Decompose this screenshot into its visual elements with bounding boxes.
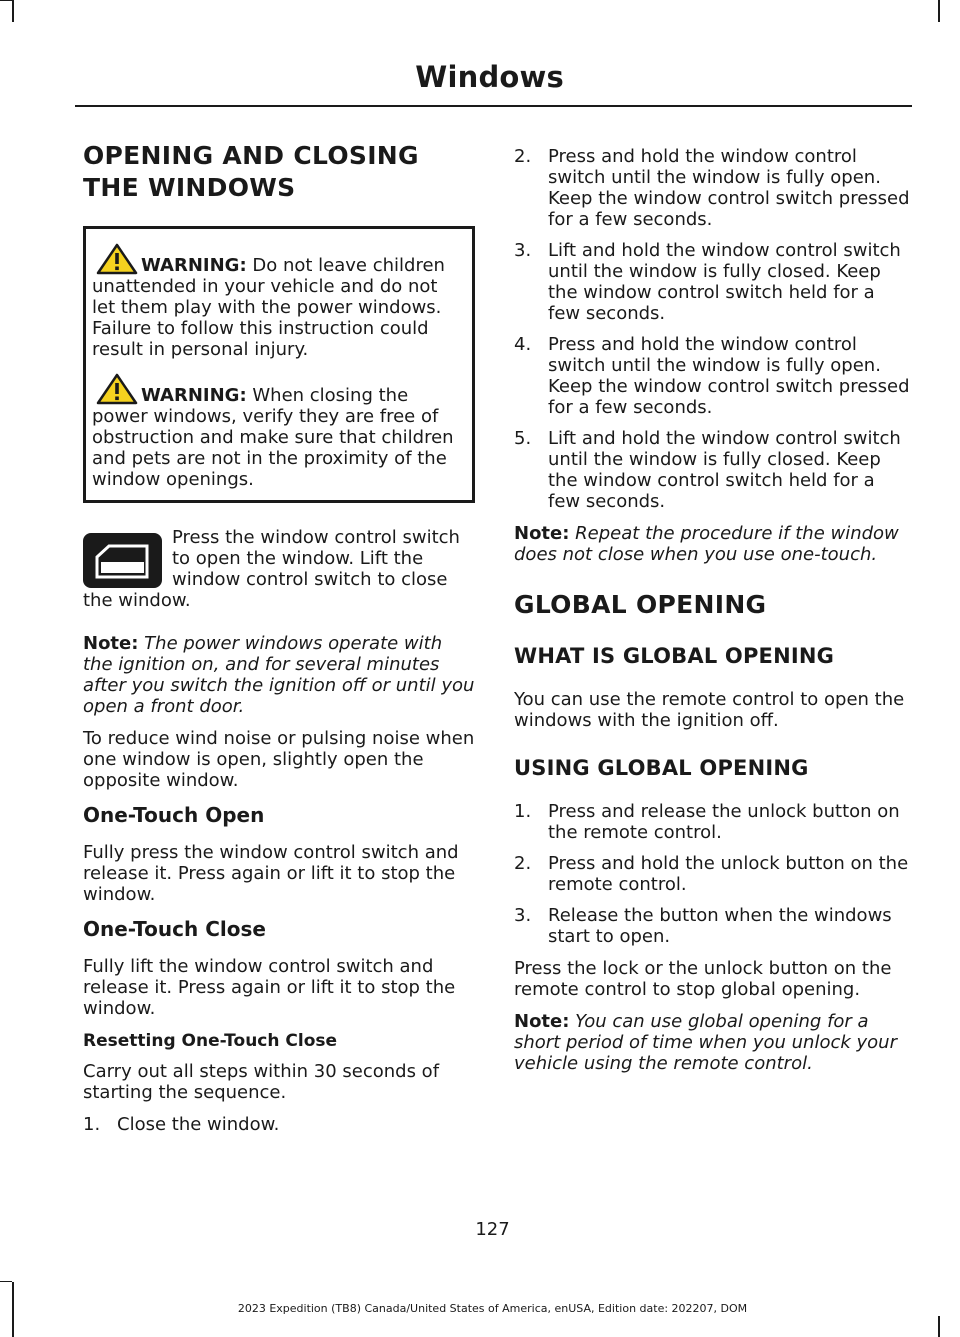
crop-mark	[938, 1316, 940, 1337]
list-item	[514, 853, 910, 895]
window-switch-instruction	[83, 527, 475, 622]
list-item	[514, 428, 910, 512]
page-title: Windows	[415, 60, 564, 94]
step-number: 3.	[514, 905, 532, 926]
note-text: The power windows operate with the ignition on, and for several minutes after you switch the ignition off or until you open a front door.	[83, 633, 475, 717]
note-text: You can use global opening for a short period of time when you unlock your vehicle using the remote control.	[514, 1011, 897, 1074]
step-text: Press and hold the window control switch until the window is fully open. Keep the window control switch pressed for a few seconds.	[548, 146, 910, 230]
step-text: Press and release the unlock button on the remote control.	[548, 801, 900, 843]
note-label: Note:	[514, 1011, 570, 1032]
right-column	[514, 146, 910, 1085]
reset-steps-continued	[514, 146, 910, 512]
warning-paragraph	[92, 243, 466, 360]
warning-text: When closing the power windows, verify they are free of obstruction and make sure that children and pets are not in the proximity of the window openings.	[92, 385, 454, 490]
crop-mark	[0, 1281, 12, 1282]
warning-box	[83, 226, 475, 503]
step-number: 1.	[514, 801, 532, 822]
step-text: Lift and hold the window control switch until the window is fully closed. Keep the window control switch held for a few seconds.	[548, 428, 901, 512]
list-item	[83, 1114, 475, 1135]
warning-label: WARNING:	[141, 385, 247, 406]
reset-steps	[83, 1114, 475, 1135]
note	[83, 633, 475, 717]
crop-mark	[0, 0, 12, 1]
warning-label: WARNING:	[141, 255, 247, 276]
wind-noise-text: To reduce wind noise or pulsing noise when one window is open, slightly open the opposite window.	[83, 728, 475, 791]
switch-text: Press the window control switch to open the window. Lift the window control switch to close the window.	[83, 527, 460, 611]
global-opening-steps	[514, 801, 910, 947]
warning-triangle-icon	[96, 373, 138, 405]
list-item	[514, 334, 910, 418]
note	[514, 523, 910, 565]
list-item	[514, 240, 910, 324]
step-number: 5.	[514, 428, 532, 449]
step-text: Close the window.	[117, 1114, 280, 1135]
note-label: Note:	[514, 523, 570, 544]
step-number: 4.	[514, 334, 532, 355]
step-text: Press and hold the unlock button on the remote control.	[548, 853, 909, 895]
note-text: Repeat the procedure if the window does not close when you use one-touch.	[514, 523, 899, 565]
subheading-one-touch-open: One-Touch Open	[83, 803, 265, 827]
window-icon	[83, 533, 162, 588]
resetting-text: Carry out all steps within 30 seconds of starting the sequence.	[83, 1061, 440, 1103]
step-text: Lift and hold the window control switch until the window is fully closed. Keep the window control switch held for a few seconds.	[548, 240, 901, 324]
step-text: Release the button when the windows start to open.	[548, 905, 892, 947]
subheading-using-global-opening: USING GLOBAL OPENING	[514, 756, 809, 780]
window-switch-icon	[83, 533, 162, 588]
page-number: 127	[475, 1219, 510, 1240]
subheading-what-is-global-opening: WHAT IS GLOBAL OPENING	[514, 644, 835, 668]
crop-mark	[12, 0, 14, 22]
one-touch-open-text: Fully press the window control switch and release it. Press again or lift it to stop the window.	[83, 842, 459, 905]
footer-edition-info: 2023 Expedition (TB8) Canada/United States of America, enUSA, Edition date: 202207, DOM	[237, 1302, 748, 1315]
crop-mark	[938, 0, 940, 22]
note-label: Note:	[83, 633, 139, 654]
warning-triangle-icon	[96, 243, 138, 275]
step-text: Press and hold the window control switch until the window is fully open. Keep the window control switch pressed for a few seconds.	[548, 334, 910, 418]
subheading-one-touch-close: One-Touch Close	[83, 917, 266, 941]
list-item	[514, 801, 910, 843]
one-touch-close-text: Fully lift the window control switch and release it. Press again or lift it to stop the window.	[83, 956, 456, 1019]
section-heading: OPENING AND CLOSING THE WINDOWS	[83, 141, 419, 202]
section-heading-global-opening: GLOBAL OPENING	[514, 590, 767, 619]
step-number: 1.	[83, 1114, 101, 1135]
subheading-resetting: Resetting One-Touch Close	[83, 1031, 338, 1051]
step-number: 2.	[514, 146, 532, 167]
stop-global-opening-text: Press the lock or the unlock button on the remote control to stop global opening.	[514, 958, 892, 1000]
list-item	[514, 146, 910, 230]
left-column	[83, 140, 475, 1146]
warning-paragraph	[92, 373, 466, 490]
what-text: You can use the remote control to open the windows with the ignition off.	[514, 689, 905, 731]
step-number: 2.	[514, 853, 532, 874]
header-divider	[75, 105, 912, 107]
list-item	[514, 905, 910, 947]
warning-text: Do not leave children unattended in your vehicle and do not let them play with the power windows. Failure to follow this instruction could result in personal injury.	[92, 255, 445, 360]
step-number: 3.	[514, 240, 532, 261]
note	[514, 1011, 910, 1074]
